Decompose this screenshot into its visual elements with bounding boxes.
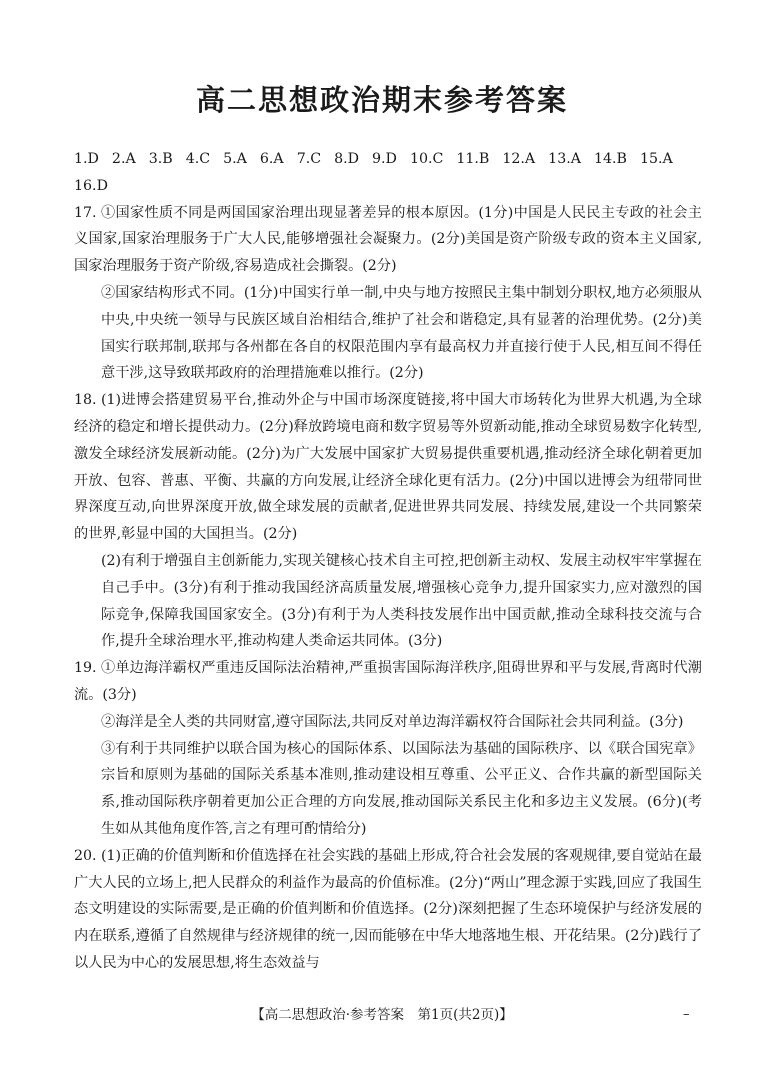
answer-paragraph: ①单边海洋霸权严重违反国际法治精神,严重损害国际海洋秩序,阻碍世界和平与发展,背离时代潮流。(3分) <box>74 660 702 703</box>
question-18 <box>74 387 702 655</box>
question-20 <box>74 843 702 977</box>
mc-answer-item: 10.C <box>409 151 444 167</box>
mc-answer-item: 9.D <box>372 151 397 167</box>
mc-answer-item: 12.A <box>502 151 536 167</box>
mc-answer-item: 15.A <box>639 151 673 167</box>
question-17 <box>74 200 702 388</box>
answer-paragraph: ②海洋是全人类的共同财富,遵守国际法,共同反对单边海洋霸权符合国际社会共同利益。(3分) <box>101 713 684 730</box>
question-number: 20. <box>74 847 97 864</box>
mc-answer-item: 16.D <box>74 177 108 194</box>
page-footer: 【高二思想政治·参考答案 第1页(共2页)】 <box>251 1007 513 1023</box>
mc-answer-item: 3.B <box>148 151 173 167</box>
answer-body <box>74 146 702 977</box>
mc-answer-item: 2.A <box>111 151 136 167</box>
question-19 <box>74 655 702 843</box>
answer-paragraph: (2)有利于增强自主创新能力,实现关键核心技术自主可控,把创新主动权、发展主动权牢牢掌握在自己手中。(3分)有利于推动我国经济高质量发展,增强核心竞争力,提升国家实力,应对激烈的国际竞争,保障我国国家安全。(3分)有利于为人类科技发展作出中国贡献,推动全球科技交流与合作,提升全球治理水平,推动构建人类命运共同体。(3分) <box>101 552 702 650</box>
mc-answer-item: 4.C <box>185 151 211 167</box>
answer-paragraph: ③有利于共同维护以联合国为核心的国际体系、以国际法为基础的国际秩序、以《联合国宪章》宗旨和原则为基础的国际关系基本准则,推动建设相互尊重、公平正义、合作共赢的新型国际关系,推动国际秩序朝着更加公正合理的方向发展,推动国际关系民主化和多边主义发展。(6分)(考生如从其他角度作答,言之有理可酌情给分) <box>101 740 702 837</box>
mc-answer-item: 7.C <box>296 151 322 167</box>
answer-paragraph: (1)进博会搭建贸易平台,推动外企与中国市场深度链接,将中国大市场转化为世界大机遇,为全球经济的稳定和增长提供动力。(2分)释放跨境电商和数字贸易等外贸新动能,推动全球贸易数字化转型,激发全球经济发展新动能。(2分)为广大发展中国家扩大贸易提供重要机遇,推动经济全球化朝着更加开放、包容、普惠、平衡、共赢的方向发展,让经济全球化更有活力。(2分)中国以进博会为纽带同世界深度互动,向世界深度开放,做全球发展的贡献者,促进世界共同发展、持续发展,建设一个共同繁荣的世界,彰显中国的大国担当。(2分) <box>74 392 702 543</box>
answer-paragraph: ①国家性质不同是两国国家治理出现显著差异的根本原因。(1分)中国是人民民主专政的社会主义国家,国家治理服务于广大人民,能够增强社会凝聚力。(2分)美国是资产阶级专政的资本主义国家,国家治理服务于资产阶级,容易造成社会撕裂。(2分) <box>74 204 702 275</box>
page-title: 高二思想政治期末参考答案 <box>195 83 568 117</box>
mc-answer-item: 13.A <box>548 151 581 167</box>
question-number: 19. <box>74 660 97 677</box>
mc-answer-item: 11.B <box>456 151 490 167</box>
question-number: 17. <box>74 204 97 221</box>
mc-answer-item: 1.D <box>74 151 99 167</box>
answer-paragraph: (1)正确的价值判断和价值选择在社会实践的基础上形成,符合社会发展的客观规律,要自觉站在最广大人民的立场上,把人民群众的利益作为最高的价值标准。(2分)“两山”理念源于实践,回应了我国生态文明建设的实际需要,是正确的价值判断和价值选择。(2分)深刻把握了生态环境保护与经济发展的内在联系,遵循了自然规律与经济规律的统一,因而能够在中华大地落地生根、开花结果。(2分)践行了以人民为中心的发展思想,将生态效益与 <box>74 847 702 971</box>
answer-paragraph: ②国家结构形式不同。(1分)中国实行单一制,中央与地方按照民主集中制划分职权,地方必须服从中央,中央统一领导与民族区域自治相结合,维护了社会和谐稳定,具有显著的治理优势。(2分)美国实行联邦制,联邦与各州都在各自的权限范围内享有最高权力并直接行使于人民,相互间不得任意干涉,这导致联邦政府的治理措施难以推行。(2分) <box>101 284 702 382</box>
mc-answer-item: 14.B <box>593 151 627 167</box>
corner-mark: – <box>683 1007 690 1022</box>
question-number: 18. <box>74 392 97 409</box>
mc-answer-list <box>74 146 702 200</box>
mc-answer-item: 8.D <box>334 151 360 167</box>
mc-answer-item: 5.A <box>223 151 247 167</box>
mc-answer-item: 6.A <box>259 151 284 167</box>
